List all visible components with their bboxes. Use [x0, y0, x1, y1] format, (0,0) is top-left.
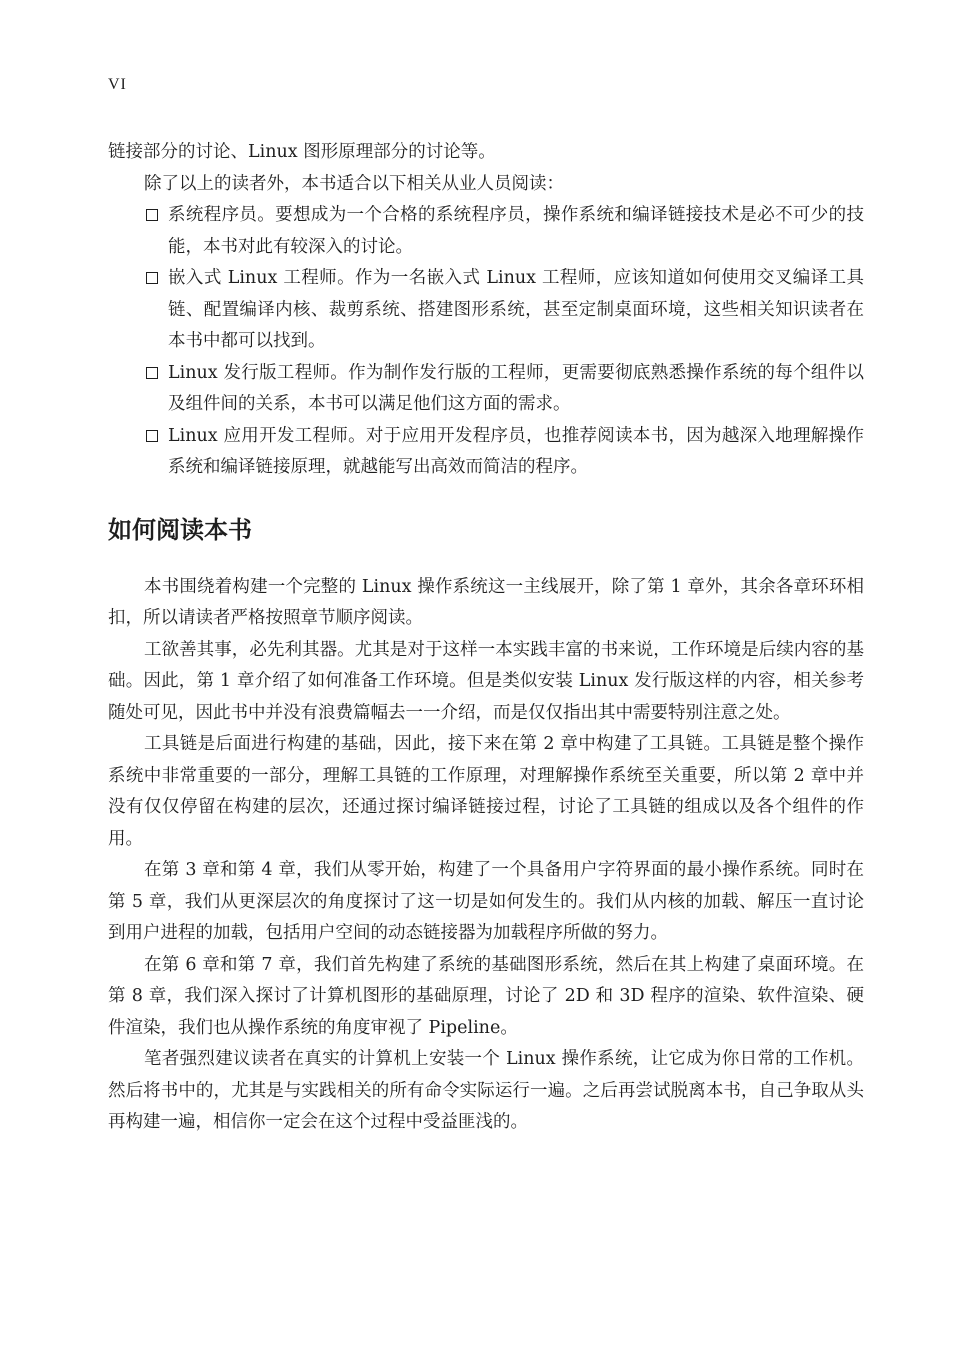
reader-item	[108, 200, 864, 263]
body-paragraph: 本书围绕着构建一个完整的 Linux 操作系统这一主线展开，除了第 1 章外，其余各章环环相扣，所以请读者严格按照章节顺序阅读。	[108, 576, 864, 628]
reader-item-text: 嵌入式 Linux 工程师。作为一名嵌入式 Linux 工程师，应该知道如何使用交叉编译工具链、配置编译内核、裁剪系统、搭建图形系统，甚至定制桌面环境，这些相关知识读者在本书中都可以找到。	[168, 268, 864, 351]
intro-continuation: 链接部分的讨论、Linux 图形原理部分的讨论等。	[108, 142, 496, 162]
reader-item	[108, 263, 864, 358]
checkbox-bullet-icon	[146, 367, 158, 379]
reader-item	[108, 358, 864, 421]
page-content	[108, 137, 864, 1139]
page-number: VI	[108, 76, 127, 93]
body-paragraph: 工欲善其事，必先利其器。尤其是对于这样一本实践丰富的书来说，工作环境是后续内容的基础。因此，第 1 章介绍了如何准备工作环境。但是类似安装 Linux 发行版这样的内容，相关参考随处可见，因此书中并没有浪费篇幅去一一介绍，而是仅仅指出其中需要特别注意之处。	[108, 639, 864, 723]
body-paragraph: 工具链是后面进行构建的基础，因此，接下来在第 2 章中构建了工具链。工具链是整个操作系统中非常重要的一部分，理解工具链的工作原理，对理解操作系统至关重要，所以第 2 章中并没有仅仅停留在构建的层次，还通过探讨编译链接过程，讨论了工具链的组成以及各个组件的作用。	[108, 734, 864, 849]
checkbox-bullet-icon	[146, 209, 158, 221]
body-paragraph: 笔者强烈建议读者在真实的计算机上安装一个 Linux 操作系统，让它成为你日常的工作机。然后将书中的，尤其是与实践相关的所有命令实际运行一遍。之后再尝试脱离本书，自己争取从头再构建一遍，相信你一定会在这个过程中受益匪浅的。	[108, 1049, 864, 1132]
section-heading: 如何阅读本书	[108, 515, 252, 544]
body-paragraph: 在第 6 章和第 7 章，我们首先构建了系统的基础图形系统，然后在其上构建了桌面环境。在第 8 章，我们深入探讨了计算机图形的基础原理，讨论了 2D 和 3D 程序的渲染、软件渲染、硬件渲染，我们也从操作系统的角度审视了 Pipeline。	[108, 954, 864, 1038]
reader-list	[108, 200, 864, 484]
reader-item-text: 系统程序员。要想成为一个合格的系统程序员，操作系统和编译链接技术是必不可少的技能，本书对此有较深入的讨论。	[168, 205, 864, 257]
reader-item-text: Linux 应用开发工程师。对于应用开发程序员，也推荐阅读本书，因为越深入地理解操作系统和编译链接原理，就越能写出高效而简洁的程序。	[168, 425, 864, 477]
intro-lead: 除了以上的读者外，本书适合以下相关从业人员阅读：	[144, 173, 564, 194]
reader-item	[108, 421, 864, 484]
checkbox-bullet-icon	[146, 272, 158, 284]
checkbox-bullet-icon	[146, 430, 158, 442]
body-paragraph: 在第 3 章和第 4 章，我们从零开始，构建了一个具备用户字符界面的最小操作系统。同时在第 5 章，我们从更深层次的角度探讨了这一切是如何发生的。我们从内核的加载、解压一直讨论到用户进程的加载，包括用户空间的动态链接器为加载程序所做的努力。	[108, 860, 864, 943]
reader-item-text: Linux 发行版工程师。作为制作发行版的工程师，更需要彻底熟悉操作系统的每个组件以及组件间的关系，本书可以满足他们这方面的需求。	[168, 362, 864, 414]
